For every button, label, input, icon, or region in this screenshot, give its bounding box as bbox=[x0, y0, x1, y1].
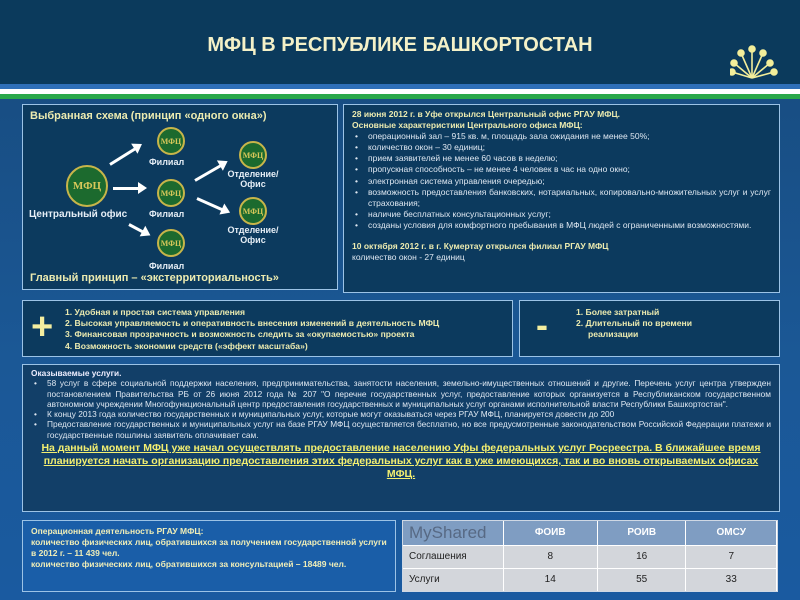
list-item: • электронная система управления очередью; bbox=[352, 176, 771, 187]
list-item: • Предоставление государственных и муниципальных услуг на базе РГАУ МФЦ осуществляется бесплатно, но все предусмотренные законодательством Российской Федерации платежи и государственные пошлины заявитель оплачивает сам. bbox=[31, 419, 771, 440]
cons-list bbox=[576, 307, 726, 341]
watermark: MyShared bbox=[409, 523, 487, 542]
operations-line: количество физических лиц, обратившихся за консультацией – 18489 чел. bbox=[31, 559, 347, 569]
list-item: 3. Финансовая прозрачность и возможность следить за «окупаемостью» проекта bbox=[65, 329, 415, 340]
column-header: ФОИВ bbox=[503, 521, 597, 545]
list-item: • созданы условия для комфортного пребывания в МФЦ людей с ограниченными возможностями. bbox=[352, 220, 771, 231]
table-cell: 14 bbox=[503, 568, 597, 591]
arrow-icon bbox=[196, 197, 226, 213]
pros-panel bbox=[22, 300, 513, 357]
list-item: • возможность предоставления банковских, нотариальных, копировально-множительных услуг и услуг страхования; bbox=[352, 187, 771, 209]
table-cell: 33 bbox=[686, 568, 777, 591]
list-item: • наличие бесплатных консультационных услуг; bbox=[352, 209, 771, 220]
central-office-label: Центральный офис bbox=[29, 209, 128, 220]
column-header bbox=[403, 521, 503, 545]
characteristics-list bbox=[352, 131, 771, 231]
opening-line: 28 июня 2012 г. в Уфе открылся Центральный офис РГАУ МФЦ. bbox=[352, 109, 621, 119]
table-row bbox=[403, 568, 777, 591]
characteristics-heading: Основные характеристики Центрального офиса МФЦ: bbox=[352, 120, 583, 131]
cons-panel bbox=[519, 300, 780, 357]
branch-windows: количество окон - 27 единиц bbox=[352, 252, 465, 263]
list-item: • пропускная способность – не менее 4 человек в час на одно окно; bbox=[352, 164, 771, 175]
scheme-heading: Выбранная схема (принцип «одного окна») bbox=[30, 110, 267, 122]
table-cell: 55 bbox=[597, 568, 686, 591]
arrow-icon bbox=[194, 162, 225, 182]
agreements-table bbox=[402, 520, 778, 592]
branch-label: Филиал bbox=[149, 209, 185, 219]
mfc-logo-branch: МФЦ bbox=[157, 179, 185, 207]
office-label: Отделение/ Офис bbox=[227, 225, 279, 245]
kurai-flower-logo-icon bbox=[730, 44, 778, 80]
row-label: Услуги bbox=[403, 568, 503, 591]
branch-label: Филиал bbox=[149, 157, 185, 167]
central-office-panel bbox=[343, 104, 780, 293]
column-header: РОИВ bbox=[597, 521, 686, 545]
list-item: 4. Возможность экономии средств («эффект масштаба») bbox=[65, 340, 308, 351]
branch-label: Филиал bbox=[149, 261, 185, 271]
list-item: • К концу 2013 года количество государственных и муниципальных услуг, которые могут оказываться через РГАУ МФЦ, планируется довести до 200 bbox=[31, 409, 771, 419]
page-title: МФЦ В РЕСПУБЛИКЕ БАШКОРТОСТАН bbox=[207, 34, 593, 56]
operations-panel bbox=[22, 520, 396, 592]
table-header-row bbox=[403, 521, 777, 545]
flag-stripes bbox=[0, 84, 800, 99]
operations-line: количество физических лиц, обратившихся за получением государственной услуги в 2012 г. – 11 439 чел. bbox=[31, 537, 387, 558]
list-item: • прием заявителей не менее 60 часов в неделю; bbox=[352, 153, 771, 164]
table-cell: 7 bbox=[686, 545, 777, 568]
column-header: ОМСУ bbox=[686, 521, 777, 545]
list-item: • количество окон – 30 единиц; bbox=[352, 142, 771, 153]
operations-heading: Операционная деятельность РГАУ МФЦ: bbox=[31, 526, 204, 536]
mfc-logo-office: МФЦ bbox=[239, 197, 267, 225]
mfc-logo-branch: МФЦ bbox=[157, 229, 185, 257]
branch-opening-line: 10 октября 2012 г. в г. Кумертау открылся филиал РГАУ МФЦ bbox=[352, 241, 609, 252]
office-label: Отделение/ Офис bbox=[227, 169, 279, 189]
rosreestr-highlight: На данный момент МФЦ уже начал осуществлять предоставление населению Уфы федеральных услуг Росреестра. В ближайшее время планируется начать организацию предоставления этих федеральных услуг как в уже имеющихся, так и во вновь открываемых офисах МФЦ. bbox=[41, 442, 761, 481]
list-item: 2. Высокая управляемость и оперативность внесения изменений в деятельность МФЦ bbox=[65, 318, 440, 329]
list-item: • операционный зал – 915 кв. м, площадь зала ожидания не менее 50%; bbox=[352, 131, 771, 142]
list-item: • 58 услуг в сфере социальной поддержки населения, предпринимательства, занятости населения, земельно-имущественных отношений и другие. Перечень услуг центра утвержден постановлением Правительства РБ от 26 июня 2012 года № 207 "О перечне государственных услуг, предоставление которых организуется в Республиканском государственном автономном учреждении Многофункциональный центр предоставления государственных и муниципальных услуг органами исполнительной власти Республики Башкортостан". bbox=[31, 378, 771, 409]
scheme-panel bbox=[22, 104, 338, 290]
mfc-logo-office: МФЦ bbox=[239, 141, 267, 169]
arrow-icon bbox=[109, 145, 139, 166]
row-label: Соглашения bbox=[403, 545, 503, 568]
pros-list bbox=[65, 307, 439, 352]
list-item: 1. Удобная и простая система управления bbox=[65, 307, 246, 317]
mfc-logo-branch: МФЦ bbox=[157, 127, 185, 155]
arrow-icon bbox=[128, 223, 147, 235]
services-heading: Оказываемые услуги. bbox=[31, 368, 122, 378]
list-item: 2. Длительный по времени реализации bbox=[576, 318, 692, 340]
arrow-icon bbox=[113, 187, 143, 190]
plus-icon: + bbox=[31, 306, 54, 348]
services-panel bbox=[22, 364, 780, 512]
mfc-logo-central: МФЦ bbox=[66, 165, 108, 207]
table-cell: 8 bbox=[503, 545, 597, 568]
table-cell: 16 bbox=[597, 545, 686, 568]
principle-text: Главный принцип – «экстерриториальность» bbox=[30, 272, 279, 284]
minus-icon: - bbox=[536, 304, 548, 345]
table-row bbox=[403, 545, 777, 568]
services-list bbox=[31, 378, 771, 440]
list-item: 1. Более затратный bbox=[576, 307, 660, 317]
